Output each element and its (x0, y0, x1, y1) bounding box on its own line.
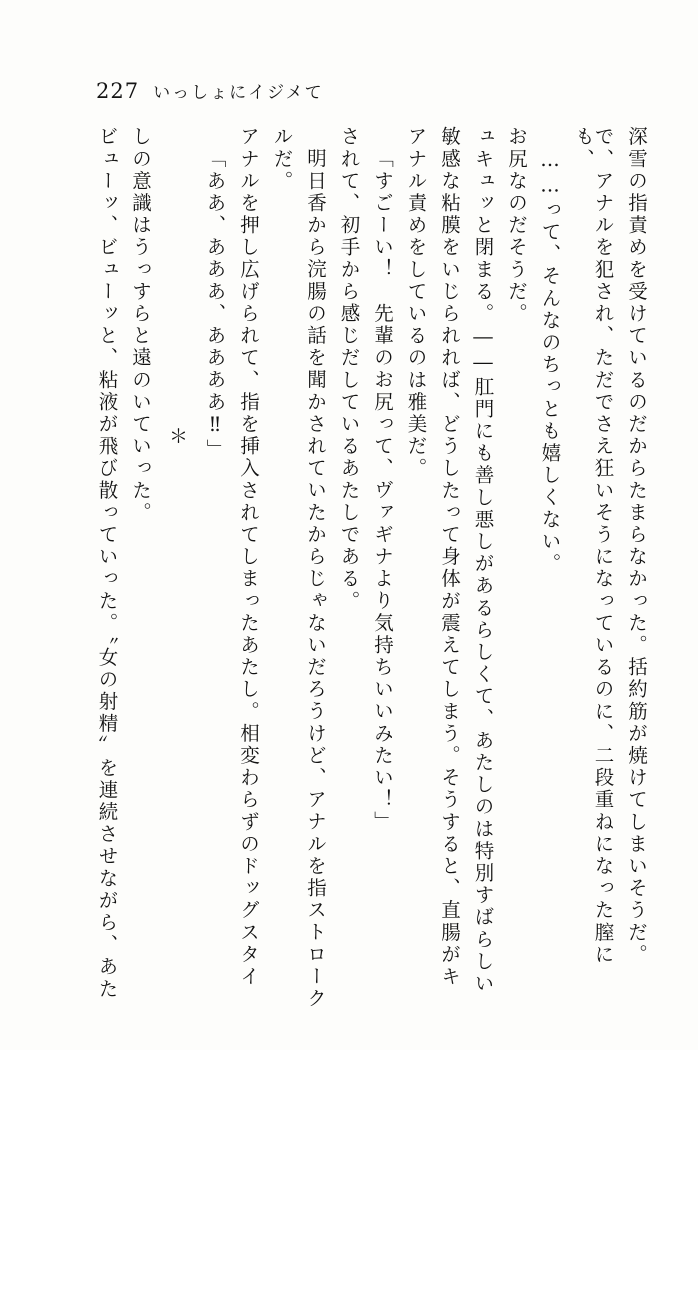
text-column: ュキュッと閉まる。――肛門にも善し悪しがあるらしくて、あたしのは特別すばらしい (471, 126, 495, 995)
section-separator: ＊ (166, 426, 188, 445)
text-column: で、アナルを犯され、ただでさえ狂いそうになっているのに、二段重ねになった膣にも、 (572, 126, 615, 966)
text-column: アナル責めをしているのは雅美だ。 (404, 126, 428, 480)
text-column: ……って、そんなのちっとも嬉しくない。 (538, 148, 562, 575)
text-column: 深雪の指責めを受けているのだからたまらなかった。括約筋が焼けてしまいそうだ。 (625, 126, 648, 966)
chapter-title: いっしょにイジメて (153, 83, 324, 103)
text-column: ルだ。 (270, 126, 294, 193)
text-column: しの意識はうっすらと遠のいていった。 (129, 126, 152, 524)
text-column: 敏感な粘膜をいじられれば、どうしたって身体が震えてしまう。そうすると、直腸がキ (438, 126, 461, 988)
vertical-text-body (83, 126, 648, 1010)
running-head (96, 78, 324, 103)
text-column: 明日香から浣腸の話を聞かされていたからじゃないだろうけど、アナルを指ストローク (304, 148, 327, 1010)
page-number: 227 (96, 79, 140, 103)
text-column: 「ああ、あああ、ああああ‼」 (203, 148, 227, 461)
text-column: アナルを押し広げられて、指を挿入されてしまったあたし。相変わらずのドッグスタイ (237, 126, 260, 988)
text-column: されて、初手から感じだしているあたしである。 (337, 126, 361, 613)
text-column: 「すごーい！ 先輩のお尻って、ヴァギナより気持ちいいみたい！」 (371, 148, 394, 834)
text-column: お尻なのだそうだ。 (505, 126, 528, 325)
text-column: ビューッ、ビューッと、粘液が飛び散っていった。〝女の射精〟を連続させながら、あた (95, 126, 119, 1001)
